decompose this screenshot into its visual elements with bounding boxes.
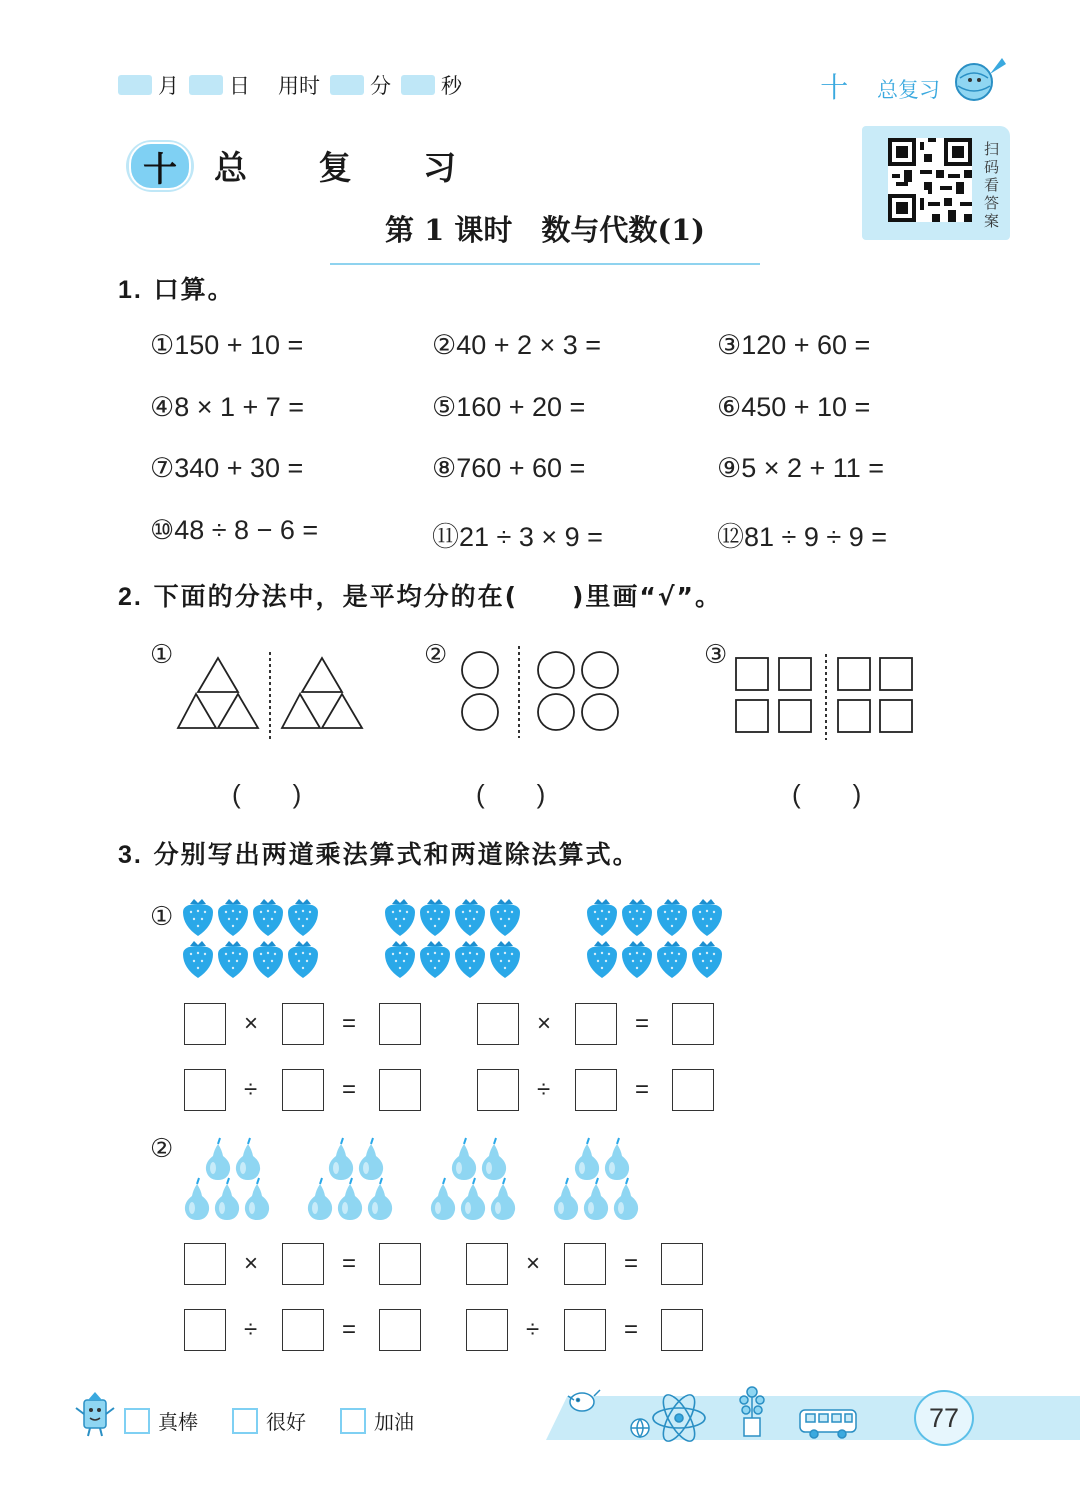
strawberry-group-1 — [183, 899, 318, 978]
marker: ② — [424, 640, 448, 670]
arith-item: ⑩48 ÷ 8 − 6 = — [150, 515, 319, 545]
chapter-title: 总 复 习 — [214, 148, 486, 187]
qr-label: 扫码看答案 — [984, 140, 1000, 230]
times-sign: × — [537, 1010, 552, 1037]
book-mascot-icon — [74, 1390, 116, 1438]
globe-small-icon — [631, 1419, 649, 1437]
answer-box[interactable] — [564, 1309, 606, 1351]
rating-label: 加油 — [374, 1410, 414, 1434]
divide-sign: ÷ — [244, 1076, 258, 1103]
strawberries-figure — [180, 896, 730, 988]
rating-keep-going[interactable] — [340, 1406, 414, 1435]
minute-label: 分 — [370, 74, 391, 98]
arith-item: ①150 + 10 = — [150, 330, 304, 360]
answer-box[interactable] — [282, 1309, 324, 1351]
time-used-label: 用时 — [278, 74, 320, 98]
lesson-title: 第 1 课时 数与代数(1) — [330, 208, 760, 265]
equals-sign: = — [635, 1010, 650, 1037]
running-header — [820, 66, 940, 106]
answer-box[interactable] — [184, 1069, 226, 1111]
arith-item: ⑪21 ÷ 3 × 9 = — [432, 522, 603, 552]
divide-sign: ÷ — [526, 1316, 540, 1343]
answer-box[interactable] — [379, 1069, 421, 1111]
arith-item: ②40 + 2 × 3 = — [432, 330, 602, 360]
question-3-number: 3. — [118, 841, 143, 869]
answer-box[interactable] — [379, 1243, 421, 1285]
marker: ① — [150, 902, 174, 932]
divide-sign: ÷ — [537, 1076, 551, 1103]
month-label: 月 — [158, 74, 179, 98]
equals-sign: = — [342, 1010, 357, 1037]
triangles-figure — [176, 652, 372, 740]
day-blank[interactable] — [189, 75, 223, 95]
squares-figure — [734, 654, 918, 740]
rating-label: 真棒 — [158, 1410, 198, 1434]
arith-item: ⑫81 ÷ 9 ÷ 9 = — [717, 522, 887, 552]
question-2-title — [118, 577, 722, 613]
arith-item: ⑤160 + 20 = — [432, 392, 586, 422]
answer-box[interactable] — [466, 1309, 508, 1351]
globe-mascot-icon — [950, 54, 1010, 104]
minute-blank[interactable] — [330, 75, 364, 95]
equals-sign: = — [342, 1316, 357, 1343]
rating-checkbox[interactable] — [124, 1408, 150, 1434]
second-blank[interactable] — [401, 75, 435, 95]
question-3-title — [118, 835, 640, 871]
page-number: 77 — [914, 1390, 974, 1446]
answer-box[interactable] — [661, 1243, 703, 1285]
chapter-badge — [126, 140, 194, 192]
plant-icon — [740, 1387, 764, 1436]
month-blank[interactable] — [118, 75, 152, 95]
equals-sign: = — [624, 1316, 639, 1343]
answer-box[interactable] — [184, 1309, 226, 1351]
times-sign: × — [526, 1250, 541, 1277]
answer-box[interactable] — [282, 1069, 324, 1111]
times-sign: × — [244, 1010, 259, 1037]
answer-box[interactable] — [672, 1003, 714, 1045]
answer-box[interactable] — [282, 1003, 324, 1045]
times-sign: × — [244, 1250, 259, 1277]
circles-figure — [456, 646, 628, 738]
footer-decorations — [564, 1384, 864, 1442]
question-1-title — [118, 270, 235, 306]
arith-item: ⑥450 + 10 = — [717, 392, 871, 422]
question-3-text: 分别写出两道乘法算式和两道除法算式。 — [153, 840, 640, 869]
qr-code-icon[interactable] — [888, 138, 972, 222]
pears-figure — [178, 1132, 648, 1224]
day-label: 日 — [229, 74, 250, 98]
question-2-text: 下面的分法中，是平均分的在( )里画“√”。 — [153, 582, 722, 611]
rating-checkbox[interactable] — [232, 1408, 258, 1434]
answer-box[interactable] — [575, 1069, 617, 1111]
answer-box[interactable] — [477, 1003, 519, 1045]
marker: ② — [150, 1134, 174, 1164]
equals-sign: = — [635, 1076, 650, 1103]
answer-box[interactable] — [282, 1243, 324, 1285]
answer-box[interactable] — [672, 1069, 714, 1111]
section-mark: 十 — [820, 71, 849, 104]
arith-item: ⑧760 + 60 = — [432, 453, 586, 483]
rating-label: 很好 — [266, 1410, 306, 1434]
answer-box[interactable] — [661, 1309, 703, 1351]
answer-paren-3[interactable]: ( ) — [792, 779, 862, 809]
question-2-number: 2. — [118, 583, 143, 611]
rating-checkbox[interactable] — [340, 1408, 366, 1434]
section-name: 总复习 — [877, 78, 940, 102]
answer-box[interactable] — [575, 1003, 617, 1045]
rating-great[interactable] — [124, 1406, 198, 1435]
equals-sign: = — [624, 1250, 639, 1277]
arith-item: ④8 × 1 + 7 = — [150, 392, 305, 422]
answer-box[interactable] — [184, 1243, 226, 1285]
divide-sign: ÷ — [244, 1316, 258, 1343]
bird-icon — [568, 1390, 600, 1411]
arith-item: ⑦340 + 30 = — [150, 453, 304, 483]
marker: ③ — [704, 640, 728, 670]
arith-item: ③120 + 60 = — [717, 330, 871, 360]
bus-icon — [800, 1410, 856, 1438]
answer-box[interactable] — [184, 1003, 226, 1045]
marker: ① — [150, 640, 174, 670]
answer-box[interactable] — [379, 1003, 421, 1045]
date-time-bar — [118, 70, 468, 100]
equals-sign: = — [342, 1250, 357, 1277]
equals-sign: = — [342, 1076, 357, 1103]
question-1-text: 口算。 — [153, 275, 235, 304]
answer-paren-1[interactable]: ( ) — [232, 779, 302, 809]
answer-box[interactable] — [466, 1243, 508, 1285]
second-label: 秒 — [441, 74, 462, 98]
question-1-number: 1. — [118, 276, 143, 304]
chapter-number: 十 — [129, 142, 191, 190]
answer-box[interactable] — [564, 1243, 606, 1285]
rating-good[interactable] — [232, 1406, 306, 1435]
arith-item: ⑨5 × 2 + 11 = — [717, 453, 885, 483]
answer-box[interactable] — [379, 1309, 421, 1351]
answer-paren-2[interactable]: ( ) — [476, 779, 546, 809]
answer-box[interactable] — [477, 1069, 519, 1111]
atom-icon — [653, 1390, 705, 1442]
